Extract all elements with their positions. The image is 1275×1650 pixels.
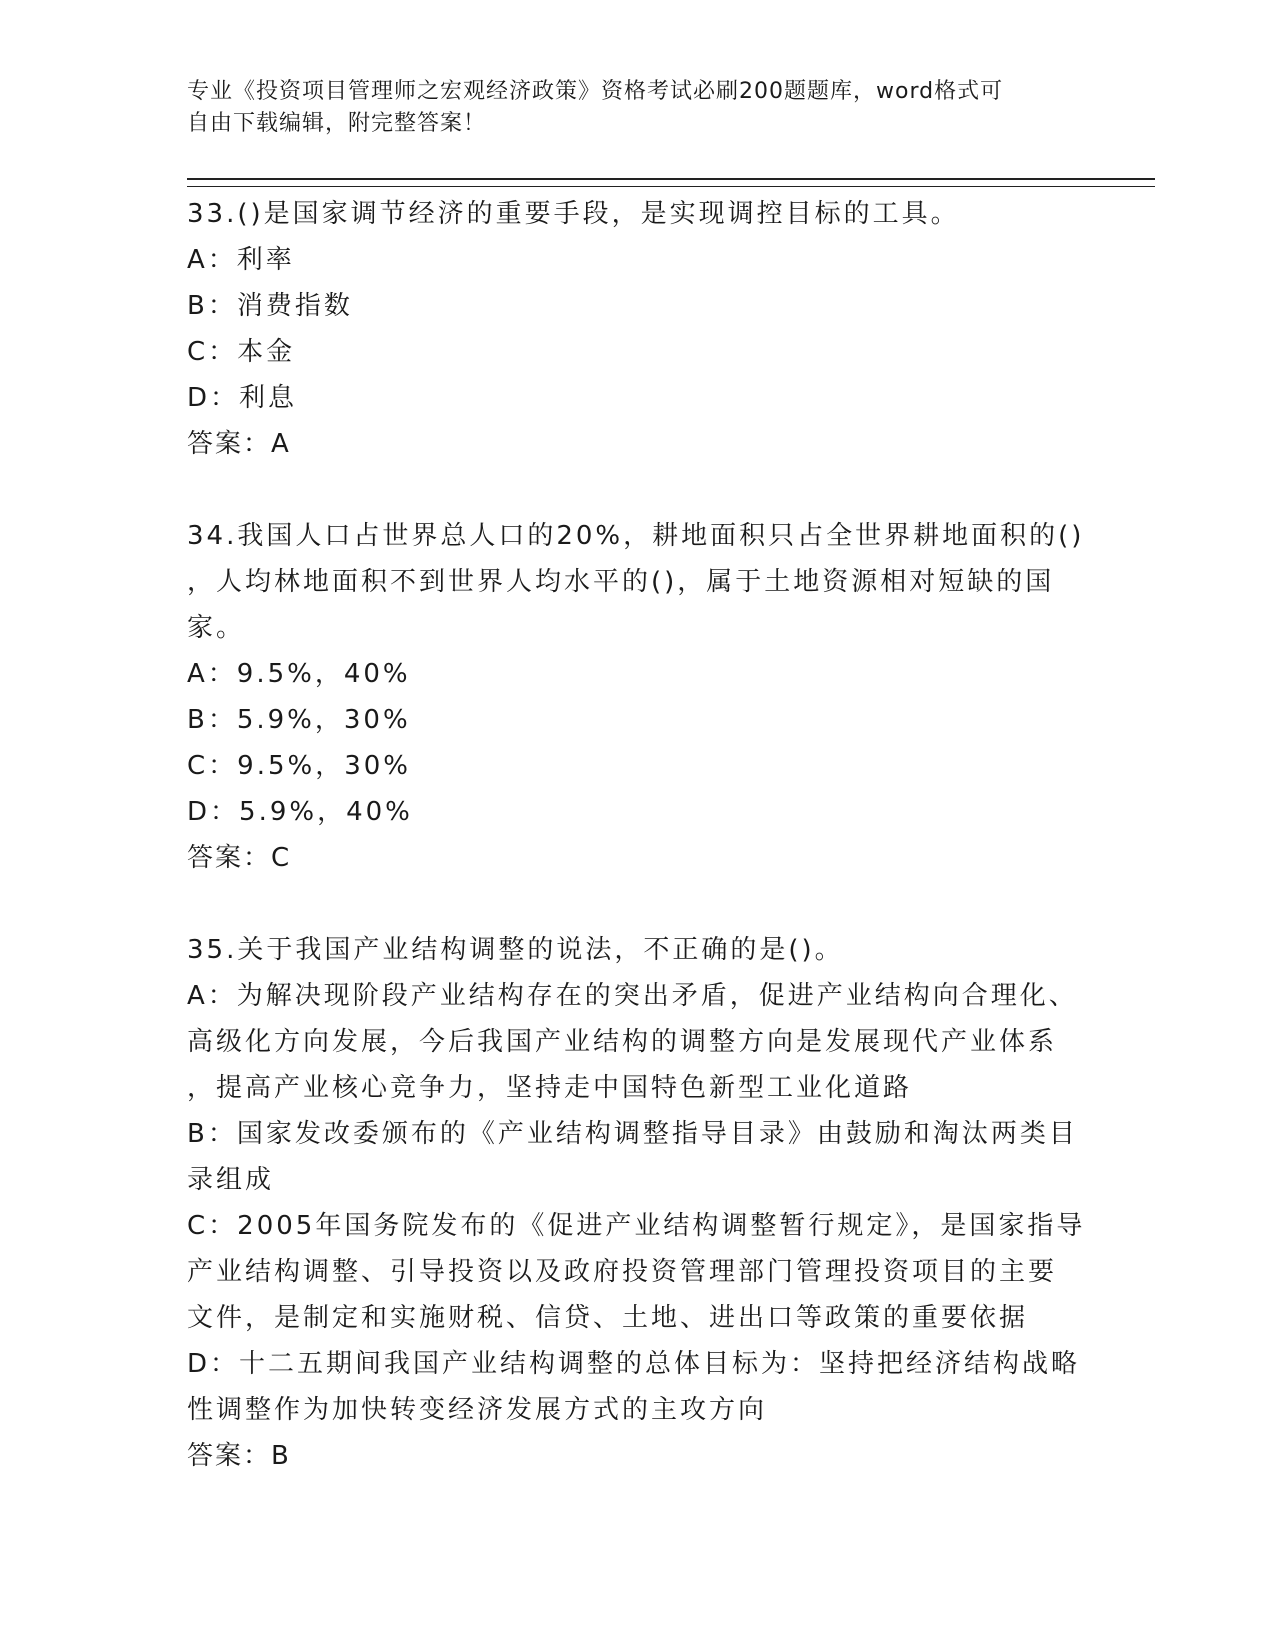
header-line: 专业《投资项目管理师之宏观经济政策》资格考试必刷200题题库，word格式可 xyxy=(187,79,1004,104)
question-33 xyxy=(187,191,1087,467)
answer-label: 答案：A xyxy=(187,429,291,459)
question-stem: 34.我国人口占世界总人口的20%，耕地面积只占全世界耕地面积的() xyxy=(187,521,1085,551)
option-b: B：5.9%，30% xyxy=(187,705,411,735)
option-b: 录组成 xyxy=(187,1165,275,1195)
header-line: 自由下载编辑，附完整答案！ xyxy=(187,111,487,136)
option-c: 产业结构调整、引导投资以及政府投资管理部门管理投资项目的主要 xyxy=(187,1257,1058,1287)
option-c: C：2005年国务院发布的《促进产业结构调整暂行规定》，是国家指导 xyxy=(187,1211,1086,1241)
option-d: 性调整作为加快转变经济发展方式的主攻方向 xyxy=(187,1395,768,1425)
option-d: D：十二五期间我国产业结构调整的总体目标为：坚持把经济结构战略 xyxy=(187,1349,1081,1379)
document-header xyxy=(187,76,1067,140)
answer-label: 答案：B xyxy=(187,1441,291,1471)
option-a: ，提高产业核心竞争力，坚持走中国特色新型工业化道路 xyxy=(187,1073,913,1103)
option-a: A：为解决现阶段产业结构存在的突出矛盾，促进产业结构向合理化、 xyxy=(187,981,1078,1011)
question-35 xyxy=(187,927,1087,1479)
question-stem: 33.()是国家调节经济的重要手段，是实现调控目标的工具。 xyxy=(187,199,960,229)
option-a: 高级化方向发展，今后我国产业结构的调整方向是发展现代产业体系 xyxy=(187,1027,1058,1057)
question-34 xyxy=(187,513,1087,881)
option-c: C：本金 xyxy=(187,337,296,367)
option-d: D：利息 xyxy=(187,383,298,413)
question-list xyxy=(187,191,1087,1525)
question-stem: 35.关于我国产业结构调整的说法，不正确的是()。 xyxy=(187,935,844,965)
question-stem: ，人均林地面积不到世界人均水平的()，属于土地资源相对短缺的国 xyxy=(187,567,1055,597)
answer-label: 答案：C xyxy=(187,843,292,873)
header-divider xyxy=(187,178,1155,187)
option-a: A：利率 xyxy=(187,245,295,275)
question-stem: 家。 xyxy=(187,613,246,643)
option-d: D：5.9%，40% xyxy=(187,797,413,827)
option-b: B：消费指数 xyxy=(187,291,353,321)
option-c: C：9.5%，30% xyxy=(187,751,411,781)
option-c: 文件，是制定和实施财税、信贷、土地、进出口等政策的重要依据 xyxy=(187,1303,1029,1333)
option-b: B：国家发改委颁布的《产业结构调整指导目录》由鼓励和淘汰两类目 xyxy=(187,1119,1078,1149)
option-a: A：9.5%，40% xyxy=(187,659,411,689)
